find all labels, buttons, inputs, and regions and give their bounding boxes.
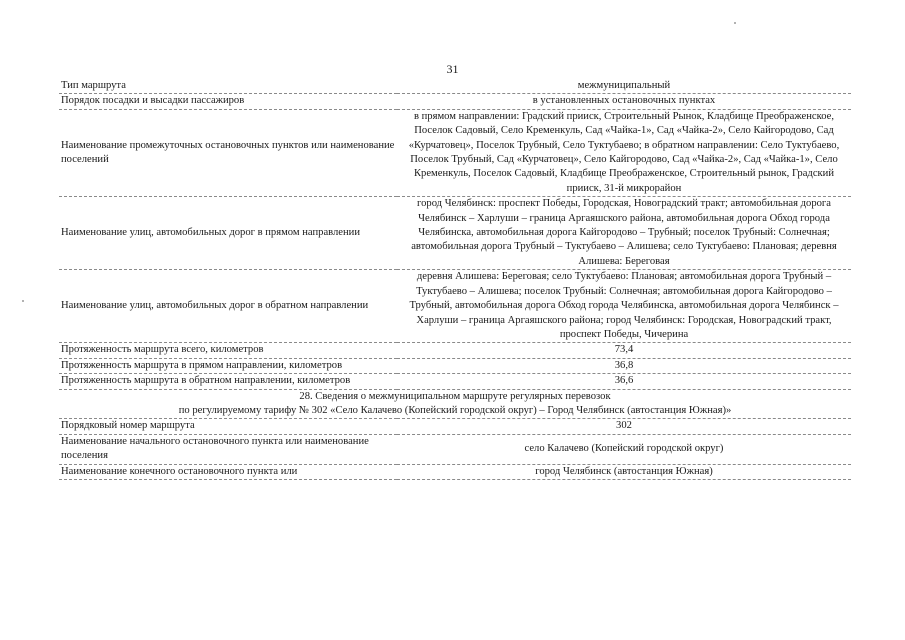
- row-label: Порядок посадки и высадки пассажиров: [59, 94, 397, 109]
- scan-speck: [22, 300, 24, 302]
- row-label: Наименование улиц, автомобильных дорог в обратном направлении: [59, 270, 397, 343]
- route-info-table: [59, 79, 851, 480]
- row-value: 73,4: [397, 343, 851, 358]
- page-number: 31: [446, 62, 459, 76]
- table-row: [59, 109, 851, 196]
- row-value: 36,6: [397, 374, 851, 389]
- row-label: Протяженность маршрута в обратном направлении, километров: [59, 374, 397, 389]
- row-value: село Калачево (Копейский городской округ): [397, 434, 851, 464]
- table-row: [59, 94, 851, 109]
- row-value: 36,8: [397, 358, 851, 373]
- row-value: в прямом направлении: Градский прииск, Строительный Рынок, Кладбище Преображенское, Поселок Садовый, Село Кременкуль, Сад «Чайка-1», Сад «Чайка-2», Село Кайгородово, Сад «Курчатовец», Поселок Трубный, Село Туктубаево; в обратном направлении: Село Туктубаево, Поселок Трубный, Сад «Курчатовец», Село Кайгородово, Сад «Чайка-2», Сад «Чайка-1», Село Кременкуль, Поселок Садовый, Кладбище Преображенское, Строительный рынок, Градский прииск, 31-й микрорайон: [397, 109, 851, 196]
- row-label: Протяженность маршрута всего, километров: [59, 343, 397, 358]
- section-heading-line-2: по регулируемому тарифу № 302 «Село Калачево (Копейский городской округ) – Город Челябинск (автостанция Южная)»: [178, 404, 732, 416]
- section-heading: [59, 389, 851, 419]
- table-row: [59, 374, 851, 389]
- row-value: 302: [397, 419, 851, 434]
- table-row: [59, 197, 851, 270]
- row-value: город Челябинск (автостанция Южная): [397, 464, 851, 479]
- row-label: Наименование промежуточных остановочных пунктов или наименование поселений: [59, 109, 397, 196]
- table-row: [59, 464, 851, 479]
- scan-speck: [734, 22, 736, 24]
- table-row: [59, 358, 851, 373]
- section-heading-line-1: 28. Сведения о межмуниципальном маршруте регулярных перевозок: [299, 390, 611, 402]
- row-label: Порядковый номер маршрута: [59, 419, 397, 434]
- row-label: Наименование начального остановочного пункта или наименование поселения: [59, 434, 397, 464]
- row-label: Протяженность маршрута в прямом направлении, километров: [59, 358, 397, 373]
- table-row: [59, 419, 851, 434]
- row-value: деревня Алишева: Береговая; село Туктубаево: Плановая; автомобильная дорога Трубный – Туктубаево – Алишева; поселок Трубный: Солнечная; автомобильная дорога Кайгородово – Трубный, автомобильная дорога Обход города Челябинска, автомобильная дорога Челябинск – Харлуши – граница Аргаяшского района; город Челябинск: Городская, Новоградский тракт, проспект Победы, Чичерина: [397, 270, 851, 343]
- row-value: в установленных остановочных пунктах: [397, 94, 851, 109]
- row-label: Наименование конечного остановочного пункта или: [59, 464, 397, 479]
- section-heading-row: [59, 389, 851, 419]
- table-row: [59, 79, 851, 94]
- row-label: Наименование улиц, автомобильных дорог в прямом направлении: [59, 197, 397, 270]
- table-row: [59, 343, 851, 358]
- row-value: межмуниципальный: [397, 79, 851, 94]
- table-row: [59, 270, 851, 343]
- table-row: [59, 434, 851, 464]
- row-value: город Челябинск: проспект Победы, Городская, Новоградский тракт; автомобильная дорога Челябинск – Харлуши – граница Аргаяшского района, автомобильная дорога Обход города Челябинска, автомобильная дорога Кайгородово – Трубный; поселок Трубный: Солнечная; автомобильная дорога Трубный – Туктубаево – Алишева; село Туктубаево: Плановая; деревня Алишева: Береговая: [397, 197, 851, 270]
- row-label: Тип маршрута: [59, 79, 397, 94]
